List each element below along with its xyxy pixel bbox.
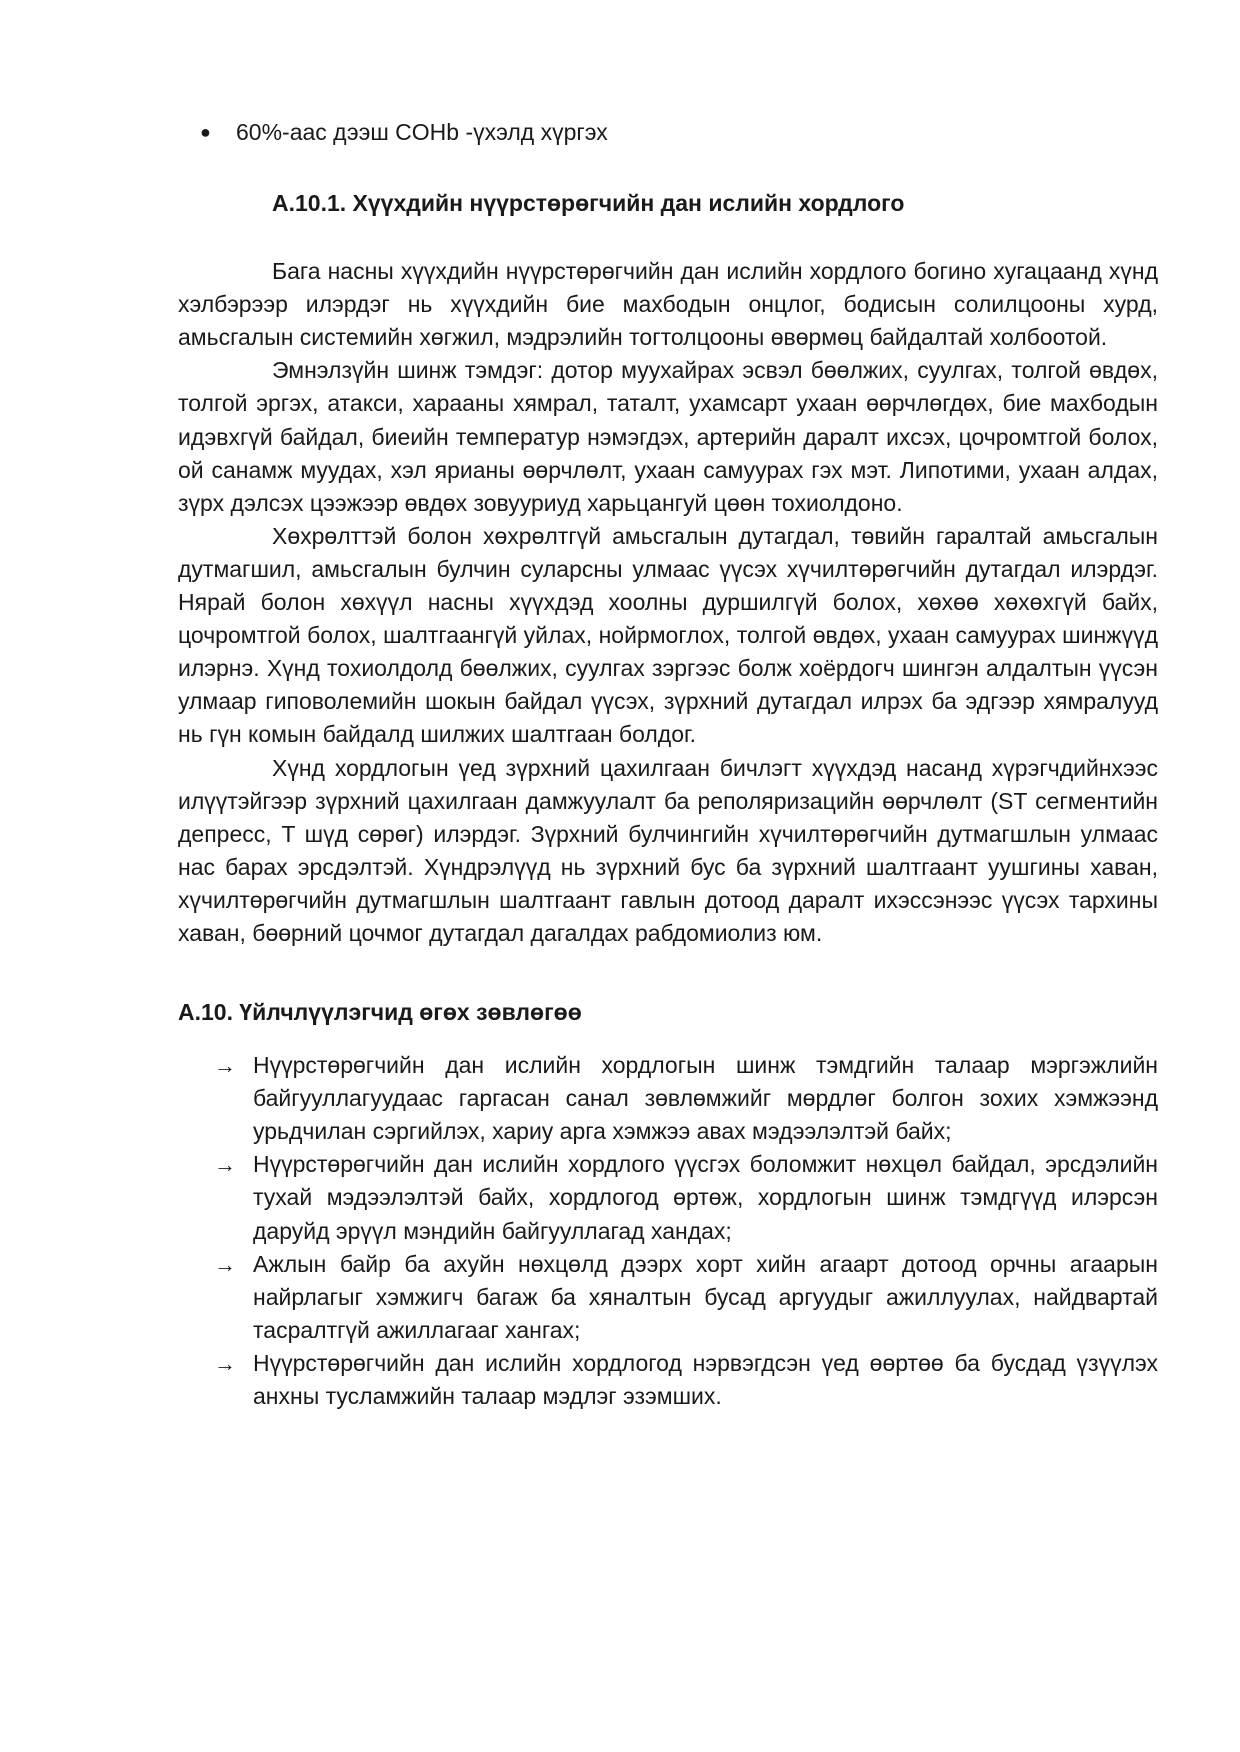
advice-item [178,1049,1158,1148]
bullet-item-text: 60%-аас дээш COHb -үхэлд хүргэх [236,119,608,145]
page-content [178,116,1158,1413]
paragraph-symptoms: Эмнэлзүйн шинж тэмдэг: дотор муухайрах эсвэл бөөлжих, суулгах, толгой өвдөх, толгой эргэх, атакси, харааны хямрал, таталт, ухамсарт ухаан өөрчлөгдөх, бие махбодын идэвхгүй байдал, биеийн температур нэмэгдэх, артерийн даралт ихсэх, цочромтгой болох, ой санамж муудах, хэл ярианы өөрчлөлт, ухаан самуурах гэх мэт. Липотими, ухаан алдах, зүрх дэлсэх цээжээр өвдөх зовууриуд харьцангуй цөөн тохиолдоно. [178,357,1158,516]
subsection-heading: А.10.1. Хүүхдийн нүүрстөрөгчийн дан ислийн хордлого [272,190,905,217]
advice-list [178,1049,1158,1413]
paragraph-respiratory: Хөхрөлттэй болон хөхрөлтгүй амьсгалын дутагдал, төвийн гаралтай амьсгалын дутмагшил, амьсгалын булчин суларсны улмаас үүсэх хүчилтөрөгчийн дутагдал илэрдэг. Нярай болон хөхүүл насны хүүхдэд хоолны дуршилгүй болох, хөхөө хөхөхгүй байх, цочромтгой болох, шалтгаангүй уйлах, нойрмоглох, толгой өвдөх, ухаан самуурах шинжүүд илэрнэ. Хүнд тохиолдолд бөөлжих, суулгах зэргээс болж хоёрдогч шингэн алдалтын үүсэн улмаар гиповолемийн шокын байдал үүсэх, зүрхний дутагдал илрэх ба эдгээр хямралууд нь гүн комын байдалд шилжих шалтгаан болдог. [178,522,1158,748]
advice-item-text: Ажлын байр ба ахуйн нөхцөлд дээрх хорт хийн агаарт дотоод орчны агаарын найрлагыг хэмжигч багаж ба хяналтын бусад аргуудыг ажиллуулах, найдвартай тасралтгүй ажиллагааг хангах; [253,1250,1158,1343]
advice-item [178,1347,1158,1413]
arrow-right-icon: → [214,1350,236,1376]
paragraph-cardiac: Хүнд хордлогын үед зүрхний цахилгаан бичлэгт хүүхдэд насанд хүрэгчдийнхээс илүүтэйгээр зүрхний цахилгаан дамжуулалт ба реполяризацийн өөрчлөлт (ST сегментийн депресс, T шүд сөрөг) илэрдэг. Зүрхний булчингийн хүчилтөрөгчийн дутмагшлын улмаас нас барах эрсдэлтэй. Хүндрэлүүд нь зүрхний бус ба зүрхний шалтгаант уушгины хаван, хүчилтөрөгчийн дутмагшлын шалтгаант гавлын дотоод даралт ихэссэнээс үүсэх тархины хаван, бөөрний цочмог дутагдал дагалдах рабдомиолиз юм. [178,754,1158,946]
arrow-right-icon: → [214,1152,236,1178]
advice-item-text: Нүүрстөрөгчийн дан ислийн хордлогод нэрвэгдсэн үед өөртөө ба бусдад үзүүлэх анхны тусламжийн талаар мэдлэг эзэмших. [253,1349,1158,1409]
bullet-dot-icon: ● [200,122,211,142]
arrow-right-icon: → [214,1053,236,1079]
bullet-item-cohb [178,116,1158,149]
advice-item [178,1248,1158,1347]
section-heading: А.10. Үйлчлүүлэгчид өгөх зөвлөгөө [178,999,582,1026]
advice-item-text: Нүүрстөрөгчийн дан ислийн хордлого үүсгэх боломжит нөхцөл байдал, эрсдэлийн тухай мэдээлэлтэй байх, хордлогод өртөж, хордлогын шинж тэмдгүүд илэрсэн даруйд эрүүл мэндийн байгууллагад хандах; [253,1151,1158,1244]
advice-item [178,1148,1158,1247]
advice-item-text: Нүүрстөрөгчийн дан ислийн хордлогын шинж тэмдгийн талаар мэргэжлийн байгууллагуудаас гаргасан санал зөвлөмжийг мөрдлөг болгон зохих хэмжээнд урьдчилан сэргийлэх, хариу арга хэмжээ авах мэдээлэлтэй байх; [253,1052,1158,1145]
arrow-right-icon: → [214,1251,236,1277]
paragraph-intro: Бага насны хүүхдийн нүүрстөрөгчийн дан ислийн хордлого богино хугацаанд хүнд хэлбэрээр илэрдэг нь хүүхдийн бие махбодын онцлог, бодисын солилцооны хурд, амьсгалын системийн хөгжил, мэдрэлийн тогтолцооны өвөрмөц байдалтай холбоотой. [178,258,1158,351]
